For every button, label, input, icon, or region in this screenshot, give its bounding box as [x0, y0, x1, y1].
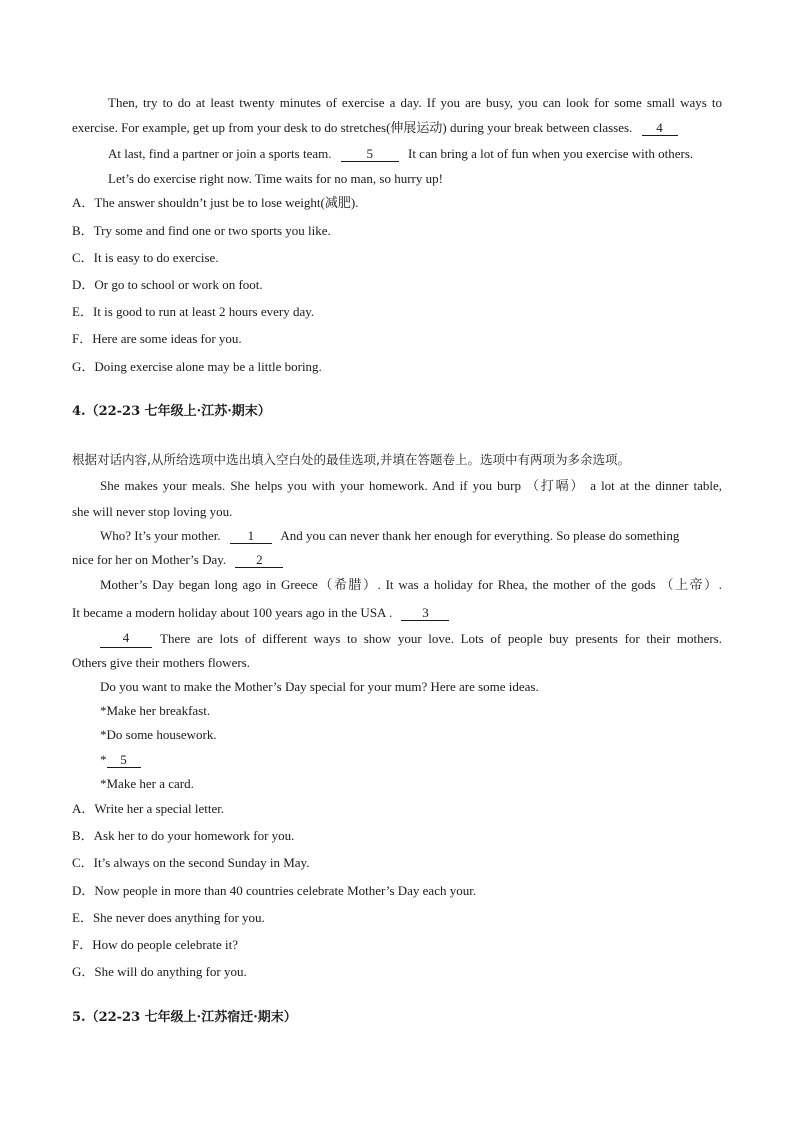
question-instruction: 根据对话内容,从所给选项中选出填入空白处的最佳选项,并填在答题卷上。选项中有两项为多余选项。: [72, 452, 630, 467]
paragraph-text: Who? It’s your mother.: [100, 528, 221, 543]
answer-blank-2[interactable]: 2: [235, 552, 283, 568]
answer-blank-3[interactable]: 3: [401, 605, 449, 621]
question-heading: 5.（22-23 七年级上·江苏宿迁·期末）: [72, 1010, 297, 1025]
option-e: E．It is good to run at least 2 hours every day.: [72, 304, 315, 319]
option-f: F．Here are some ideas for you.: [72, 331, 242, 346]
paragraph-line: Let’s do exercise right now. Time waits for no man, so hurry up!: [108, 171, 443, 186]
paragraph-line: Then, try to do at least twenty minutes of exercise a day. If you are busy, you can look for some small ways to: [108, 95, 722, 110]
answer-blank-5[interactable]: 5: [341, 146, 399, 162]
option-g: G．She will do anything for you.: [72, 964, 247, 979]
paragraph-text: exercise. For example, get up from your desk to do stretches(伸展运动) during your break between classes.: [72, 120, 633, 135]
option-c: C．It is easy to do exercise.: [72, 250, 219, 265]
paragraph-line: she will never stop loving you.: [72, 504, 233, 519]
answer-blank-5[interactable]: 5: [107, 752, 141, 768]
answer-blank-4[interactable]: 4: [100, 630, 152, 648]
paragraph-text: It became a modern holiday about 100 years ago in the USA .: [72, 605, 393, 620]
option-f: F．How do people celebrate it?: [72, 937, 239, 952]
option-g: G．Doing exercise alone may be a little boring.: [72, 359, 322, 374]
idea-item: *Make her breakfast.: [100, 703, 211, 718]
idea-item: [100, 751, 722, 769]
paragraph-line: [72, 551, 722, 569]
paragraph-line: [72, 119, 722, 137]
paragraph-line: [100, 527, 722, 545]
paragraph-text: It can bring a lot of fun when you exercise with others.: [407, 146, 694, 161]
paragraph-text: And you can never thank her enough for everything. So please do something: [280, 528, 680, 543]
answer-blank-1[interactable]: 1: [230, 528, 272, 544]
option-d: D．Or go to school or work on foot.: [72, 277, 263, 292]
paragraph-line: Mother’s Day began long ago in Greece（希腊）. It was a holiday for Rhea, the mother of the gods （上帝）.: [100, 577, 722, 592]
question-heading: 4.（22-23 七年级上·江苏·期末）: [72, 404, 271, 419]
option-a: A．The answer shouldn’t just be to lose weight(减肥).: [72, 195, 359, 210]
idea-item: *Make her a card.: [100, 776, 194, 791]
paragraph-text: There are lots of different ways to show your love. Lots of people buy presents for their mothers.: [160, 631, 722, 646]
answer-blank-4[interactable]: 4: [642, 120, 678, 136]
paragraph-line: She makes your meals. She helps you with your homework. And if you burp （打嗝） a lot at the dinner table,: [100, 478, 722, 493]
paragraph-line: [72, 604, 722, 622]
idea-bullet: *: [100, 752, 107, 767]
paragraph-line: Do you want to make the Mother’s Day special for your mum? Here are some ideas.: [100, 679, 539, 694]
option-d: D．Now people in more than 40 countries celebrate Mother’s Day each your.: [72, 883, 477, 898]
idea-item: *Do some housework.: [100, 727, 217, 742]
paragraph-line: Others give their mothers flowers.: [72, 655, 250, 670]
option-e: E．She never does anything for you.: [72, 910, 265, 925]
paragraph-text: At last, find a partner or join a sports team.: [108, 146, 332, 161]
option-a: A．Write her a special letter.: [72, 801, 225, 816]
paragraph-line: [100, 630, 722, 648]
paragraph-text: nice for her on Mother’s Day.: [72, 552, 227, 567]
paragraph-line: [108, 145, 722, 163]
option-b: B．Ask her to do your homework for you.: [72, 828, 295, 843]
option-b: B．Try some and find one or two sports you like.: [72, 223, 331, 238]
option-c: C．It’s always on the second Sunday in May.: [72, 855, 310, 870]
